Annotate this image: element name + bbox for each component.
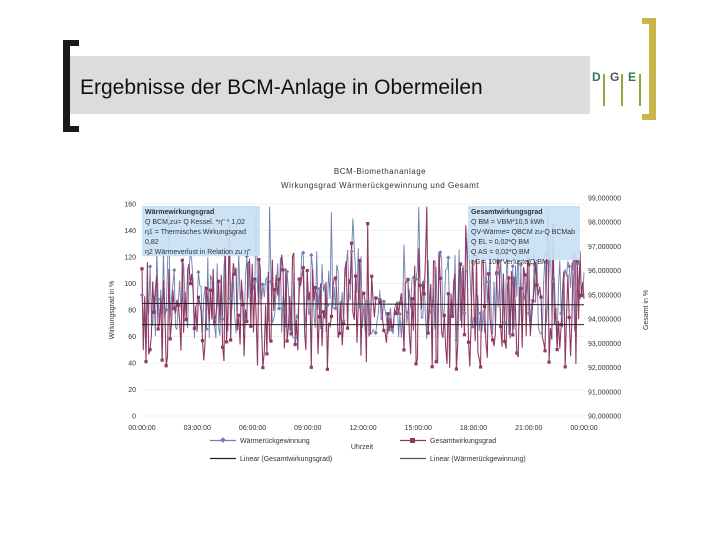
y-right-tick-label: 93,000000 [588,340,622,348]
series-gesamt-marker [237,314,240,317]
series-gesamt-marker [273,288,276,291]
series-gesamt-marker [205,287,208,290]
series-gesamt-marker [185,318,188,321]
bracket-left-top [63,40,79,46]
logo-letter-d: D [592,70,601,84]
efficiency-chart [100,160,660,480]
series-gesamt-marker [338,332,341,335]
annotation-box-right [468,206,580,266]
legend-marker [220,437,226,443]
series-gesamt-marker [483,305,486,308]
series-gesamt-marker [547,361,550,364]
series-gesamt-marker [487,272,490,275]
legend-label: Gesamtwirkungsgrad [430,438,497,445]
series-gesamt-marker [463,333,466,336]
series-gesamt-marker [233,273,236,276]
logo-divider [639,74,641,106]
series-gesamt-marker [148,348,151,351]
series-gesamt-marker [177,304,180,307]
y-left-tick-label: 40 [128,360,136,368]
series-gesamt-marker [455,367,458,370]
dge-logo [590,70,642,108]
series-gesamt-marker [374,296,377,299]
chart-title: BCM-Biomethananlage [333,167,427,176]
annotation-line: Q BCM,zu= Q Kessel. *η" * 1,02 [145,219,245,226]
x-tick-label: 21:00:00 [515,425,543,432]
series-gesamt-marker [189,282,192,285]
x-tick-label: 00:00:00 [570,425,598,432]
bracket-left [63,40,70,132]
series-gesamt-marker [152,311,155,314]
series-gesamt-marker [294,343,297,346]
series-gesamt-marker [499,325,502,328]
series-waermerueck-marker [382,299,386,303]
series-gesamt-marker [261,366,264,369]
series-waermerueck-marker [140,293,144,297]
y-right-tick-label: 90,000000 [588,413,622,421]
series-gesamt-marker [157,327,160,330]
series-gesamt-marker [479,365,482,368]
series-gesamt-marker [330,315,333,318]
series-gesamt-marker [354,274,357,277]
annotation-line: Wärmewirkungsgrad [145,209,215,216]
y-right-tick-label: 91,000000 [588,389,622,397]
series-gesamt-marker [140,267,143,270]
series-gesamt-marker [491,338,494,341]
series-gesamt-marker [511,333,514,336]
series-gesamt-marker [302,266,305,269]
y-left-tick-label: 80 [128,307,136,315]
y-left-tick-label: 160 [124,201,136,209]
y-right-tick-label: 94,000000 [588,316,622,324]
x-tick-label: 18:00:00 [459,425,488,432]
y-axis-label-right: Gesamt in % [643,289,650,331]
y-left-tick-label: 120 [124,254,136,262]
series-gesamt-marker [358,259,361,262]
series-waermerueck-marker [156,297,160,301]
bracket-right-bottom [642,114,656,120]
y-right-tick-label: 99,000000 [588,195,622,203]
series-gesamt-marker [382,329,385,332]
series-gesamt-marker [326,368,329,371]
x-axis-label: Uhrzeit [350,444,374,451]
series-gesamt-marker [402,348,405,351]
y-right-tick-label: 92,000000 [588,365,622,373]
series-gesamt-marker [173,307,176,310]
series-gesamt-marker [225,340,228,343]
x-tick-label: 09:00:00 [294,425,322,432]
series-gesamt-marker [265,352,268,355]
y-right-tick-label: 95,000000 [588,292,622,300]
series-waermerueck-marker [309,253,313,257]
y-left-tick-label: 20 [128,387,136,394]
series-gesamt-marker [298,277,301,280]
series-gesamt-marker [386,312,389,315]
series-gesamt-marker [245,320,248,323]
series-gesamt-marker [249,325,252,328]
x-tick-label: 03:00:00 [183,425,211,432]
series-gesamt-marker [394,312,397,315]
x-tick-label: 15:00:00 [404,425,432,432]
series-waermerueck-marker [148,264,152,268]
series-gesamt-marker [209,289,212,292]
series-gesamt-marker [310,366,313,369]
series-waermerueck-marker [349,249,353,253]
series-gesamt-marker [556,348,559,351]
series-gesamt-marker [197,296,200,299]
x-tick-label: 00:00:00 [128,425,156,432]
series-gesamt-marker [314,286,317,289]
logo-divider [621,74,623,106]
legend-label: Wärmerückgewinnung [240,438,310,445]
series-gesamt-marker [568,316,571,319]
y-right-tick-label: 97,000000 [588,243,622,251]
series-gesamt-marker [435,360,438,363]
series-gesamt-marker [535,284,538,287]
y-left-tick-label: 60 [128,334,136,341]
y-left-tick-label: 0 [132,413,136,421]
series-gesamt-marker [144,360,147,363]
annotation-line: η2 Wärmeverlust in Relation zu η" [145,249,251,256]
series-gesamt-marker [447,292,450,295]
series-gesamt-marker [366,222,369,225]
legend-label: Linear (Gesamtwirkungsgrad) [240,456,333,463]
x-tick-label: 06:00:00 [238,425,267,432]
series-gesamt-marker [306,269,309,272]
bracket-left-bottom [63,126,79,132]
series-gesamt-marker [334,276,337,279]
series-gesamt-marker [362,292,365,295]
annotation-line: η1 = Thermisches Wirkungsgrad [145,229,246,236]
series-gesamt-marker [503,340,506,343]
series-waermerueck-marker [196,270,200,274]
series-gesamt-marker [193,327,196,330]
series-gesamt-marker [507,276,510,279]
series-gesamt-marker [322,310,325,313]
series-gesamt-marker [427,331,430,334]
annotation-line: Q EL = 0,02*Q BM [471,239,529,246]
series-gesamt-marker [515,351,518,354]
series-gesamt-marker [431,365,434,368]
series-gesamt-marker [217,280,220,283]
series-gesamt-marker [564,365,567,368]
series-gesamt-marker [519,287,522,290]
annotation-line: Gesamtwirkungsgrad [471,209,543,216]
bracket-right [649,18,656,120]
series-gesamt-marker [439,277,442,280]
series-waermerueck-marker [446,255,450,259]
x-tick-label: 12:00:00 [349,425,377,432]
y-left-tick-label: 140 [124,228,136,235]
legend-label: Linear (Wärmerückgewinnung) [430,456,526,463]
series-waermerueck-marker [478,311,482,315]
y-right-tick-label: 98,000000 [588,219,622,227]
series-gesamt-marker [523,273,526,276]
annotation-line: Q BM = VBM*10,5 kWh [471,219,545,226]
y-left-tick-label: 100 [124,281,136,288]
slide-title: Ergebnisse der BCM-Anlage in Obermeilen [80,76,483,99]
logo-divider [603,74,605,106]
series-gesamt-marker [414,362,417,365]
annotation-line: Q AS = 0,02*Q BM [471,249,530,256]
series-waermerueck-marker [462,311,466,315]
annotation-line: 0,82 [145,239,159,246]
series-gesamt-marker [423,292,426,295]
series-gesamt-marker [229,338,232,341]
y-right-tick-label: 96,000000 [588,268,622,276]
series-gesamt-marker [277,278,280,281]
series-gesamt-marker [169,337,172,340]
series-gesamt-marker [539,296,542,299]
series-gesamt-marker [410,297,413,300]
series-gesamt-marker [451,315,454,318]
series-gesamt-marker [285,339,288,342]
series-gesamt-marker [346,327,349,330]
annotation-line: QV-Wärme= QBCM zu-Q BCMab [471,229,576,236]
series-gesamt-marker [378,301,381,304]
legend-marker [410,438,415,443]
annotation-line: ηG = 100*Verluste/Q BM [471,259,548,266]
logo-letter-e: E [628,70,637,84]
series-gesamt-marker [161,358,164,361]
series-gesamt-marker [318,315,321,318]
logo-letter-g: G [610,70,620,84]
series-waermerueck-marker [180,292,184,296]
series-gesamt-marker [221,346,224,349]
series-gesamt-marker [418,284,421,287]
series-gesamt-marker [269,340,272,343]
series-gesamt-marker [443,314,446,317]
series-gesamt-marker [406,278,409,281]
chart-subtitle: Wirkungsgrad Wärmerückgewinnung und Gesamt [281,181,479,190]
series-gesamt-marker [165,364,168,367]
series-gesamt-marker [281,268,284,271]
series-gesamt-marker [201,339,204,342]
y-axis-label-left: Wirkungsgrad in % [109,280,116,340]
series-gesamt-marker [350,242,353,245]
series-gesamt-marker [290,332,293,335]
series-gesamt-marker [531,299,534,302]
annotation-box-left [142,206,260,256]
bracket-right-top [642,18,656,24]
series-gesamt-marker [370,275,373,278]
series-gesamt-marker [543,349,546,352]
series-gesamt-marker [181,259,184,262]
series-gesamt-marker [580,294,583,297]
series-waermerueck-marker [172,268,176,272]
series-gesamt-marker [459,262,462,265]
series-gesamt-marker [257,258,260,261]
series-gesamt-marker [467,341,470,344]
